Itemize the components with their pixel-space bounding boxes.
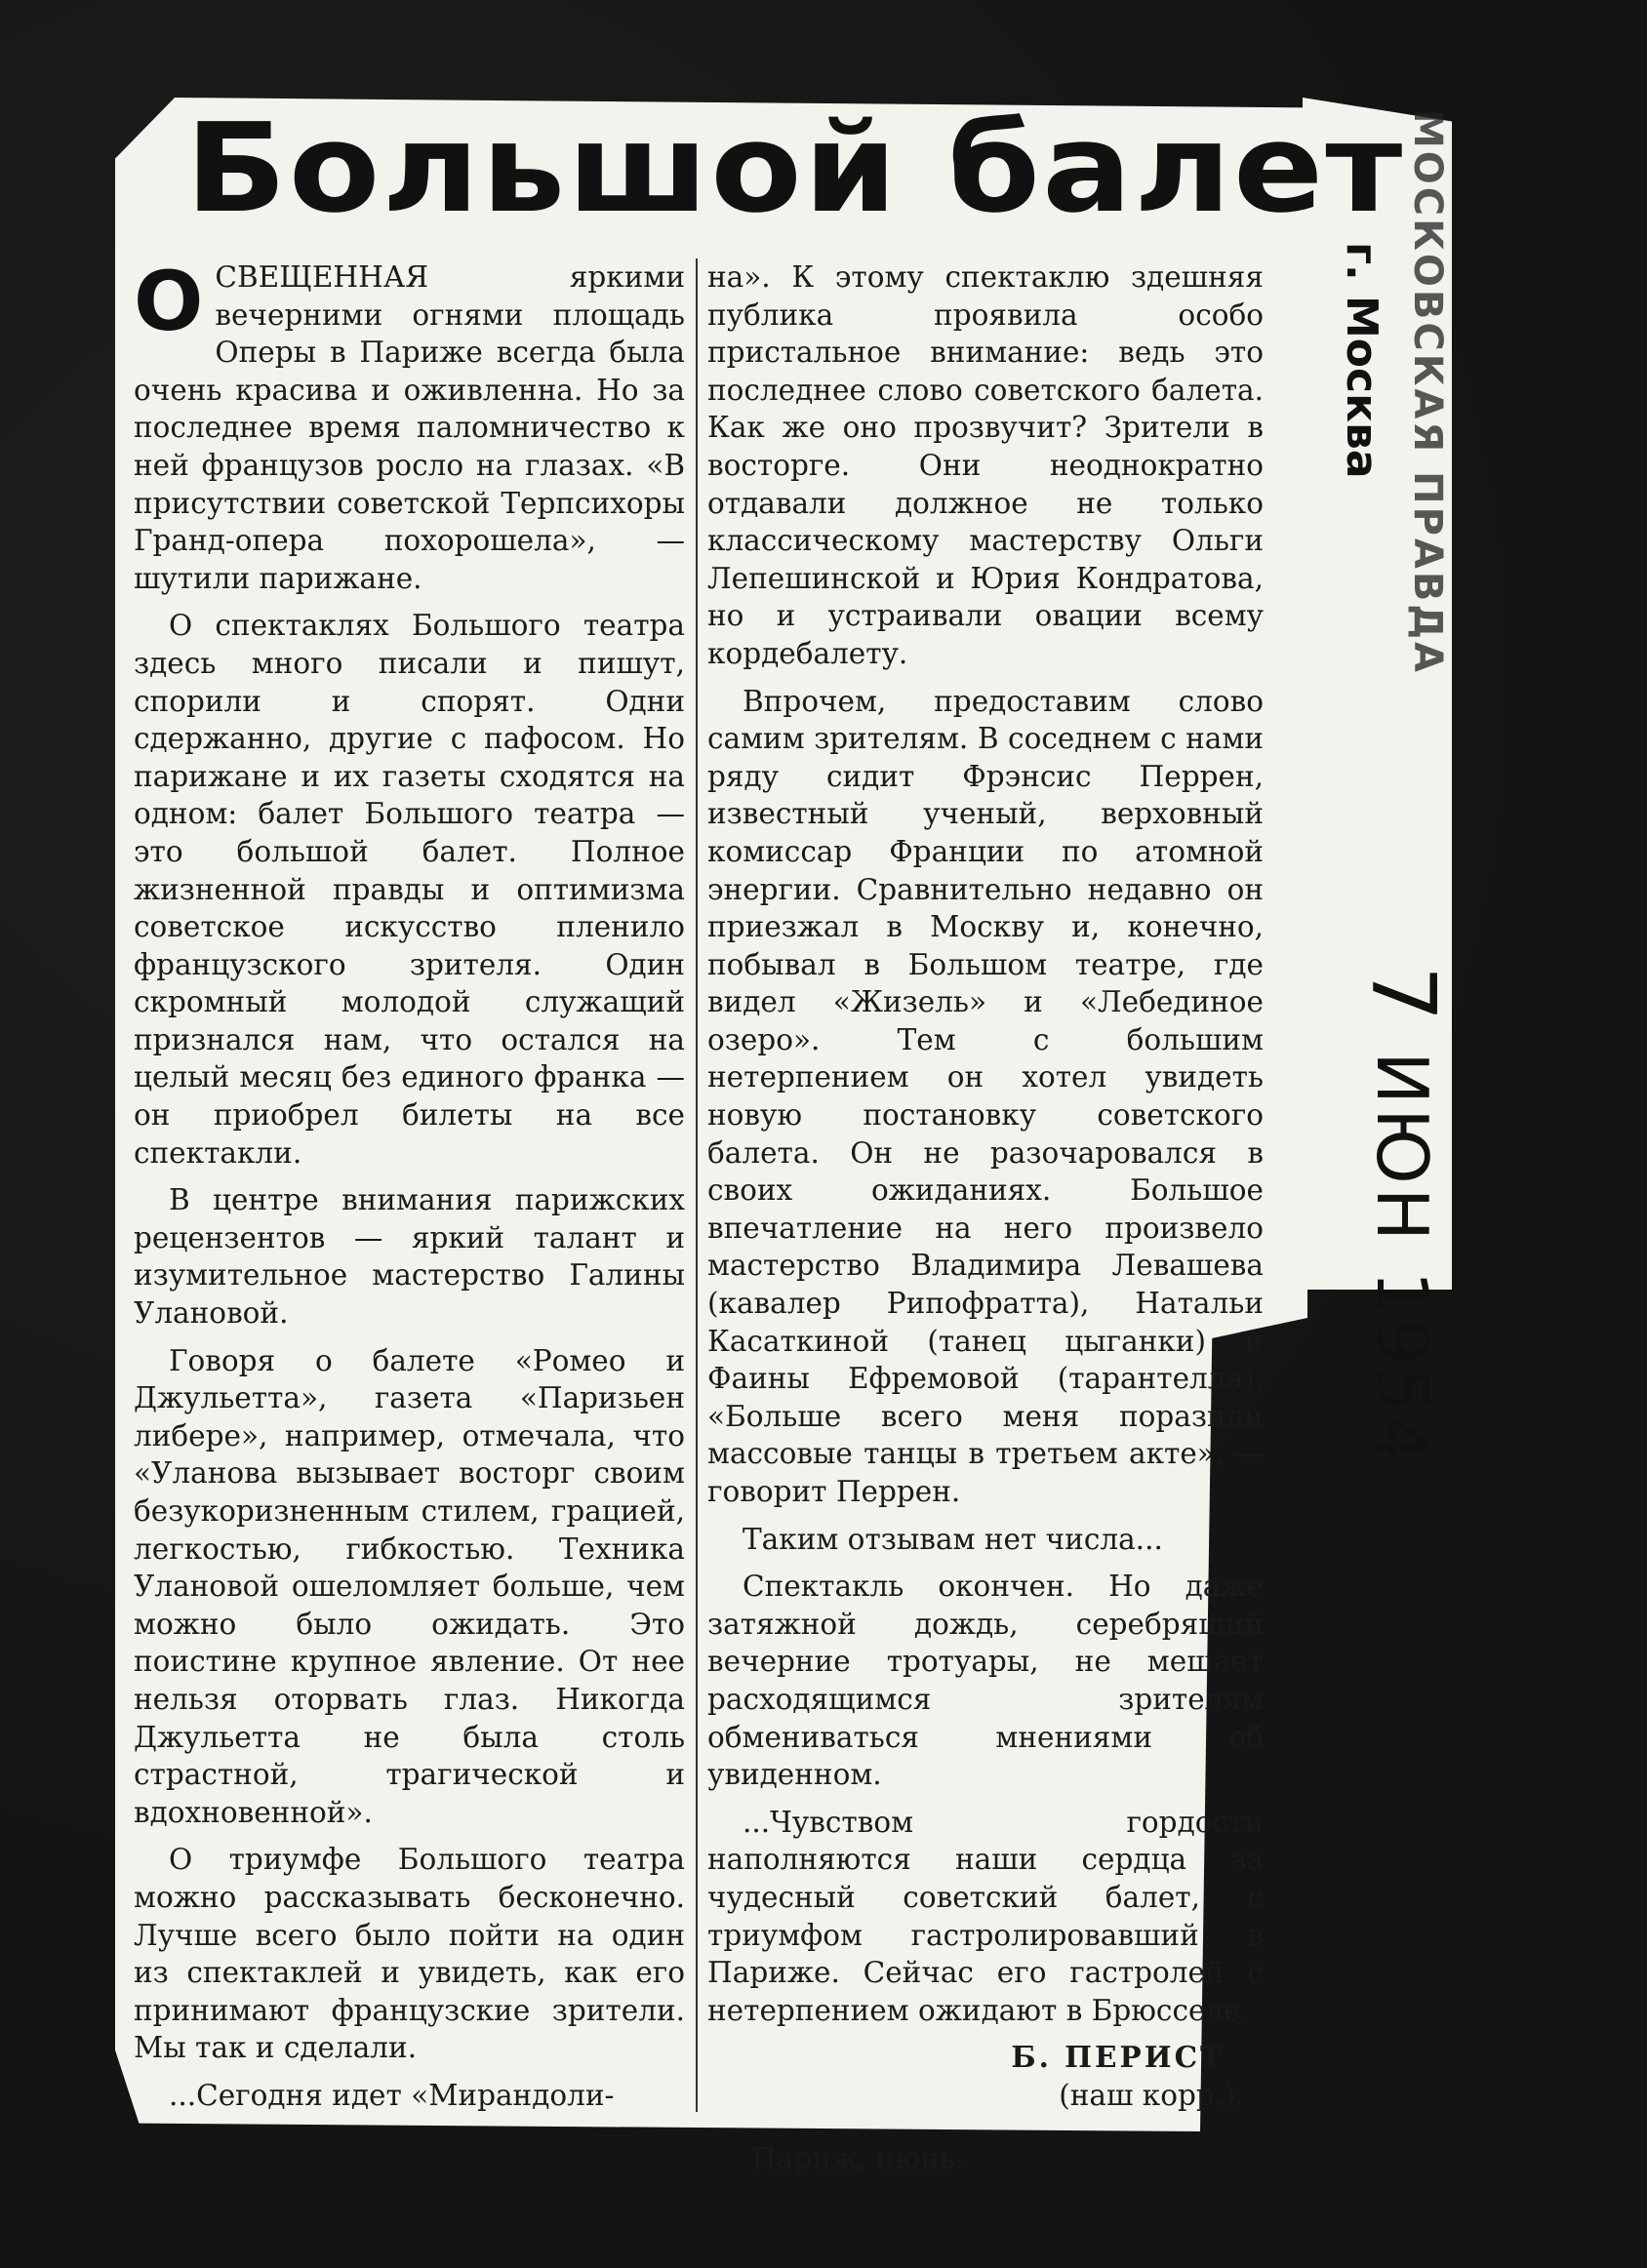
article-paragraph: О спектаклях Большого театра здесь много писали и пишут, спорили и спорят. Одни сдержанно, другие с пафосом. Но парижане и их газеты сходятся на одном: балет Большого театра — это большой балет. Полное жизненной правды и оптимизма советское искусство пленило французского зрителя. Один скромный молодой служащий признался нам, что остался на целый месяц без единого франка — он приобрел билеты на все спектакли. xyxy=(134,609,685,1170)
stamp-newspaper-name: МОСКОВСКАЯ ПРАВДА xyxy=(1405,109,1450,675)
stamp-month-year: ИЮН 1954 xyxy=(1361,1052,1443,1466)
article-author: Б. ПЕРИСТ xyxy=(1011,2040,1225,2075)
article-paragraph: Спектакль окончен. Но даже затяжной дождь, серебрящий вечерние тротуары, не мешает расходящимся зрителям обмениваться мнениями об увиденном. xyxy=(707,1570,1264,1792)
drop-cap: О xyxy=(134,254,204,349)
article-paragraph: Впрочем, предоставим слово самим зрителям. В соседнем с нами ряду сидит Фрэнсис Перрен, известный ученый, верховный комиссар Франции по атомной энергии. Сравнительно недавно он приезжал в Москву и, конечно, побывал в Большом театре, где видел «Жизель» и «Лебединое озеро». Тем с большим нетерпением он хотел увидеть новую постановку советского балета. Он не разочаровался в своих ожиданиях. Большое впечатление на него произвело мастерство Владимира Левашева (кавалер Рипофратта), Натальи Касаткиной (танец цыганки) и Фаины Ефремовой (тарантелла). «Больше всего меня поразили массовые танцы в третьем акте», — говорит Перрен. xyxy=(707,684,1264,1508)
article-paragraph: О триумфе Большого театра можно рассказывать бесконечно. Лучше всего было пойти на один из спектаклей и увидеть, как его принимают французские зрители. Мы так и сделали. xyxy=(134,1843,685,2065)
article-dateline: Париж, июнь. xyxy=(751,2141,965,2175)
article-paragraph: ...Сегодня идет «Мирандоли- xyxy=(169,2078,615,2112)
stamp-date xyxy=(1351,966,1454,1466)
article-author-note: (наш корр.). xyxy=(1059,2078,1244,2112)
stamp-day: 7 xyxy=(1351,966,1454,1026)
article-paragraph: ...Чувством гордости наполняются наши сердца за чудесный советский балет, с триумфом гастролировавший в Париже. Сейчас его гастролей с нетерпением ожидают в Брюсселе. xyxy=(707,1805,1264,2027)
article-headline: Большой балет xyxy=(185,97,1405,240)
article-paragraph: ОСВЕЩЕННАЯ яркими вечерними огнями площадь Оперы в Париже всегда была очень красива и оживленна. Но за последнее время паломничество к ней французов росло на глазах. «В присутствии советской Терпсихоры Гранд-опера похорошела», — шутили парижане. xyxy=(134,254,685,595)
article-right-column xyxy=(707,259,1264,2177)
column-divider xyxy=(696,259,698,2112)
article-paragraph: Таким отзывам нет числа... xyxy=(743,1522,1163,1556)
article-paragraph: на». К этому спектаклю здешняя публика проявила особо пристальное внимание: ведь это последнее слово советского балета. Как же оно прозвучит? Зрители в восторге. Они неоднократно отдавали должное не только классическому мастерству Ольги Лепешинской и Юрия Кондратова, но и устраивали овации всему кордебалету. xyxy=(707,260,1264,670)
article-paragraph: В центре внимания парижских рецензентов — яркий талант и изумительное мастерство Галины Улановой. xyxy=(134,1183,685,1331)
article-left-column xyxy=(134,254,685,2125)
stamp-city: г. Москва xyxy=(1337,242,1386,479)
article-paragraph: Говоря о балете «Ромео и Джульетта», газета «Паризьен либере», например, отмечала, что «Уланова вызывает восторг своим безукоризненным стилем, грацией, легкостью, гибкостью. Техника Улановой ошеломляет больше, чем можно было ожидать. Это поистине крупное явление. От нее нельзя оторвать глаз. Никогда Джульетта не была столь страстной, трагической и вдохновенной». xyxy=(134,1343,685,1829)
